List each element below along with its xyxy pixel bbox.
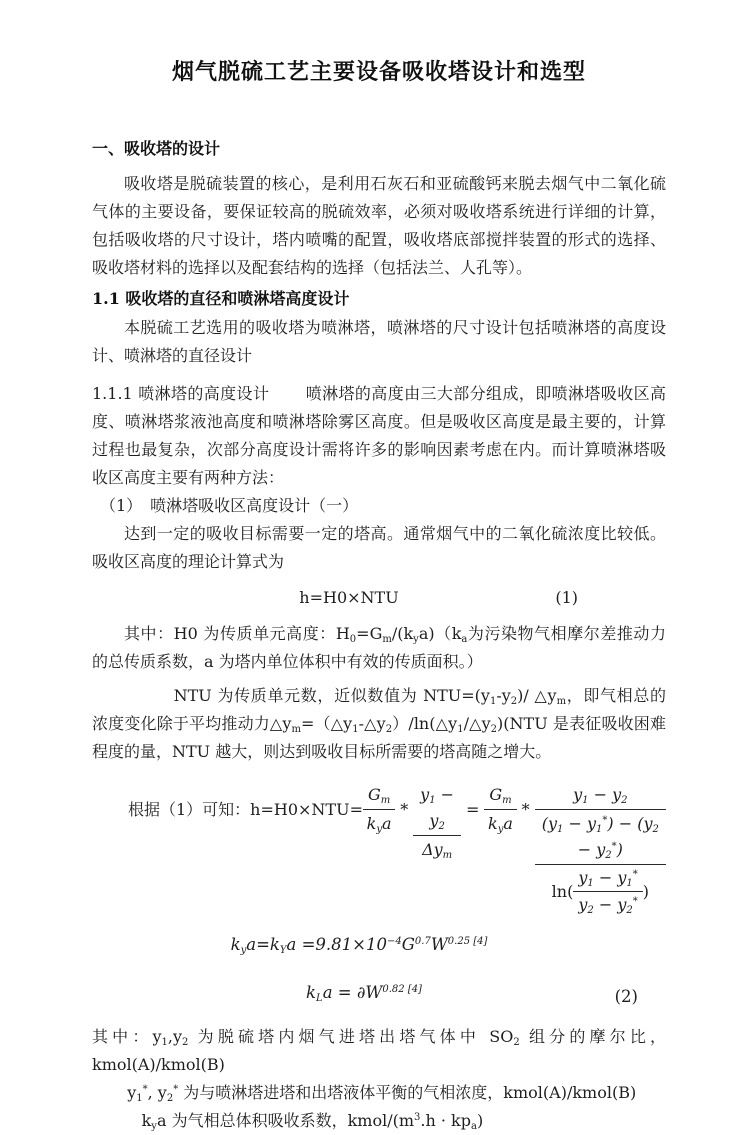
section-heading-design: 一、吸收塔的设计 [92,141,221,158]
ln-open: ln( [551,881,574,901]
equation-1-number: (1) [555,588,578,607]
where-line-y1y2: 其中：$y_1,y_2$ 为脱硫塔内烟气进塔出塔气体中 $SO_2$ 组分的摩尔比，kmol(A)/kmol(B) [92,1027,666,1074]
log-expression [552,865,649,917]
paragraph-tower-type: 本脱硫工艺选用的吸收塔为喷淋塔，喷淋塔的尺寸设计包括喷淋塔的高度设计、喷淋塔的直径设计 [92,318,666,365]
equals-operator: = [465,800,480,819]
ln-close: ) [642,881,649,901]
fraction-gm-kya-2: $\frac{G_m}{k_ya}$ [484,782,516,837]
equation-1-body: h=H0×NTU [299,588,399,607]
paragraph-h0-definition: 其中：H0 为传质单元高度：$H_0=G_m/(k_ya)(k_a$为污染物气相摩尔差推动力的总传质系数，a 为塔内单位体积中有效的传质面积。） [92,624,666,671]
equation-kya-body: $k_ya=k_Ya =9.81\times 10^{-4}G^{0.7}W^{0.25 [4]}$ [230,935,488,956]
paragraph-ntu-definition: NTU 为传质单元数，近似数值为 $NTU=(y_1-y_2)/$ $\triangle y_m$，即气相总的浓度变化除于平均推动力$\triangle y_m=(\triangle y_1-\triangle y_2)/\ln(\triangle y_1/\triangle y_2)(NTU$ 是表征吸收困难程度的量，NTU 越大，则达到吸收目标所需要的塔高随之增大。 [92,686,666,761]
fraction-big-outer: $y_1 - y_2$ $(y_1 - y_1^*) - (y_2 - y_2^*)$ ln( $\frac{y_1 - y_1^*}{y_2 - y_2^*}$ ) [535,782,666,917]
equation-2-row [92,979,666,1007]
derivation-equation-row [92,782,666,917]
paragraph-height-design [92,380,666,492]
derivation-prefix: 根据（1）可知：h=H0×NTU= [128,800,363,819]
fraction-inner: $(y_1 - y_1^*) - (y_2 - y_2^*)$ ln( $\frac{y_1 - y_1^*}{y_2 - y_2^*}$ ) [535,811,666,917]
equation-2-number: (2) [614,987,638,1006]
fraction-dy-dym: $\frac{y_1 - y_2}{\Delta y_m}$ [413,782,461,863]
multiply-operator-2: * [521,800,530,819]
fraction-ln-inner: $\frac{y_1 - y_1^*}{y_2 - y_2^*}$ [573,866,642,917]
equation-kya-row [92,931,666,959]
fraction-big-denominator [535,810,666,917]
fraction-gm-kya-1: $\frac{G_m}{k_ya}$ [363,782,395,837]
where-line-ystar: $y_1^*$, $y_2^*$ 为与喷淋塔进塔和出塔液体平衡的气相浓度，kmol(A)/kmol(B) [127,1083,637,1104]
subsection-label-1-1-1: 1.1.1 喷淋塔的高度设计 [92,384,270,403]
equation-1-row [92,584,666,612]
paragraph-height-design-text: 喷淋塔的高度由三大部分组成，即喷淋塔吸收区高度、喷淋塔浆液池高度和喷淋塔除雾区高度。但是吸收区高度是最主要的，计算过程也最复杂，次部分高度设计需将许多的影响因素考虑在内。而计算喷淋塔吸收区高度主要有两种方法： [92,384,666,487]
paragraph-intro: 吸收塔是脱硫装置的核心，是利用石灰石和亚硫酸钙来脱去烟气中二氧化硫气体的主要设备，要保证较高的脱硫效率，必须对吸收塔系统进行详细的计算，包括吸收塔的尺寸设计，塔内喷嘴的配置，吸收塔底部搅拌装置的形式的选择、吸收塔材料的选择以及配套结构的选择（包括法兰、人孔等）。 [92,174,666,277]
document-title: 烟气脱硫工艺主要设备吸收塔设计和选型 [171,59,586,84]
where-line-kya: $k_ya$ 为气相总体积吸收系数，kmol/$(m^3.h \cdot kp_a)$ [141,1111,484,1132]
multiply-operator-1: * [400,800,409,819]
method-one-heading: （1） 喷淋塔吸收区高度设计（一） [100,496,359,515]
equation-2-body: $k_La = \partial W^{0.82 [4]}$ [306,983,422,1004]
paragraph-goal: 达到一定的吸收目标需要一定的塔高。通常烟气中的二氧化硫浓度比较低。吸收区高度的理论计算式为 [92,524,666,571]
section-heading-1-1: 1.1 吸收塔的直径和喷淋塔高度设计 [92,289,350,308]
where-definitions-block [92,1023,666,1135]
